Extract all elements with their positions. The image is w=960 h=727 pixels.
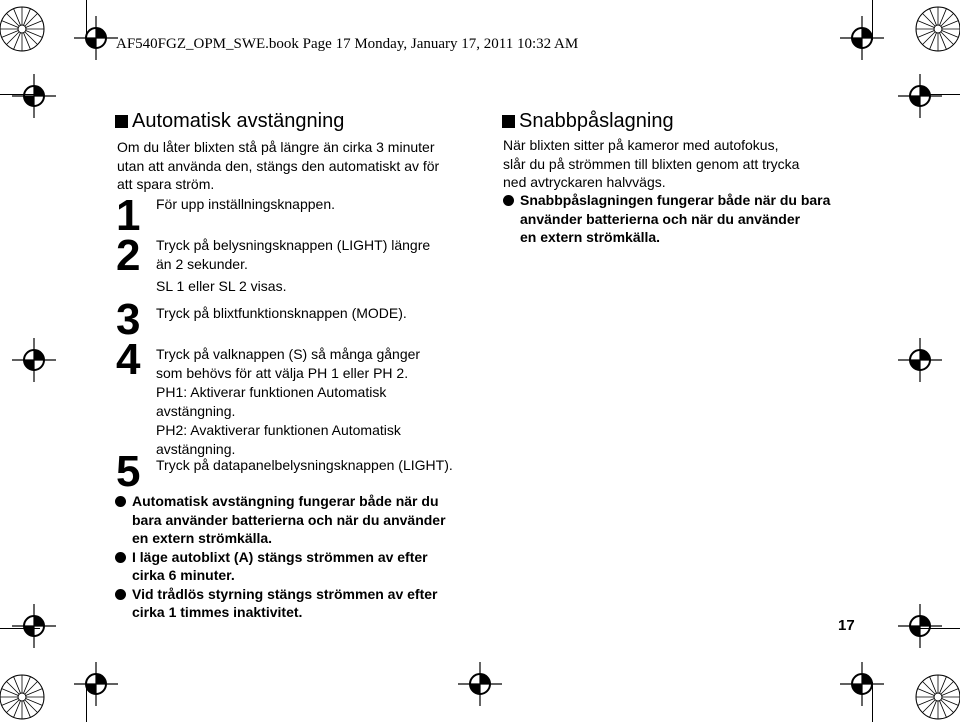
step-line: SL 1 eller SL 2 visas.	[156, 278, 287, 294]
section-heading-auto-off	[115, 110, 344, 133]
notes-list	[115, 492, 446, 622]
step-number: 2	[116, 231, 141, 280]
bullet-dot-icon	[115, 552, 126, 563]
starburst-wheel-icon	[912, 672, 960, 727]
square-bullet-icon	[115, 115, 128, 128]
intro-paragraph	[503, 136, 799, 192]
bullet-line: Vid trådlös styrning stängs strömmen av efter	[132, 585, 438, 602]
intro-line: att spara ström.	[117, 176, 215, 192]
step-line: avstängning.	[156, 403, 236, 419]
notes-list	[503, 191, 830, 247]
intro-line: slår du på strömmen till blixten genom att trycka	[503, 155, 800, 172]
step-line: Tryck på valknappen (S) så många gånger	[156, 346, 421, 362]
bullet-line: cirka 6 minuter.	[132, 567, 235, 583]
page-number: 17	[838, 617, 855, 634]
step-text	[156, 195, 335, 214]
bullet-dot-icon	[115, 496, 126, 507]
step-line: som behövs för att välja PH 1 eller PH 2.	[156, 365, 409, 381]
book-header: AF540FGZ_OPM_SWE.book Page 17 Monday, January 17, 2011 10:32 AM	[116, 36, 579, 52]
intro-paragraph	[117, 138, 439, 194]
step-text	[156, 345, 420, 459]
bullet-line: I läge autoblixt (A) stängs strömmen av efter	[132, 548, 428, 565]
step-line: Tryck på belysningsknappen (LIGHT) längre	[156, 237, 431, 253]
bullet-line: en extern strömkälla.	[132, 530, 273, 546]
section-title: Snabbpåslagning	[519, 110, 674, 132]
step-line: För upp inställningsknappen.	[156, 196, 336, 212]
step-line: Tryck på datapanelbelysningsknappen (LIGHT).	[156, 457, 453, 473]
starburst-wheel-icon	[0, 672, 50, 727]
step-number: 4	[116, 335, 141, 384]
bullet-line: en extern strömkälla.	[520, 229, 661, 245]
starburst-wheel-icon	[912, 4, 960, 59]
bullet-line: Snabbpåslagningen fungerar både när du bara	[520, 192, 831, 208]
intro-line: När blixten sitter på kameror med autofokus,	[503, 137, 779, 153]
step-text	[156, 304, 407, 323]
section-title: Automatisk avstängning	[132, 110, 345, 132]
intro-line: utan att använda den, stängs den automatiskt av för	[117, 157, 440, 174]
intro-line: Om du låter blixten stå på längre än cirka 3 minuter	[117, 139, 435, 155]
step-line: avstängning.	[156, 441, 236, 457]
starburst-wheel-icon	[0, 4, 50, 59]
bullet-line: Automatisk avstängning fungerar både när du	[132, 493, 439, 509]
bullet-line: bara använder batterierna och när du använder	[132, 511, 446, 528]
section-heading-quick-on	[502, 110, 674, 133]
bullet-dot-icon	[503, 195, 514, 206]
bullet-line: cirka 1 timmes inaktivitet.	[132, 604, 303, 620]
step-line: Tryck på blixtfunktionsknappen (MODE).	[156, 305, 407, 321]
step-text	[156, 236, 430, 296]
step-line: än 2 sekunder.	[156, 256, 248, 272]
step-text	[156, 456, 453, 475]
list-item	[503, 191, 830, 210]
list-item	[115, 548, 446, 567]
square-bullet-icon	[502, 115, 515, 128]
intro-line: ned avtryckaren halvvägs.	[503, 174, 666, 190]
step-number: 1	[116, 191, 141, 240]
bullet-dot-icon	[115, 589, 126, 600]
step-line: PH1: Aktiverar funktionen Automatisk	[156, 384, 387, 400]
list-item	[115, 492, 446, 511]
bullet-line: använder batterierna och när du använder	[520, 210, 801, 227]
step-number: 3	[116, 295, 141, 344]
step-line: PH2: Avaktiverar funktionen Automatisk	[156, 422, 401, 438]
step-number: 5	[116, 447, 141, 496]
list-item	[115, 585, 446, 604]
